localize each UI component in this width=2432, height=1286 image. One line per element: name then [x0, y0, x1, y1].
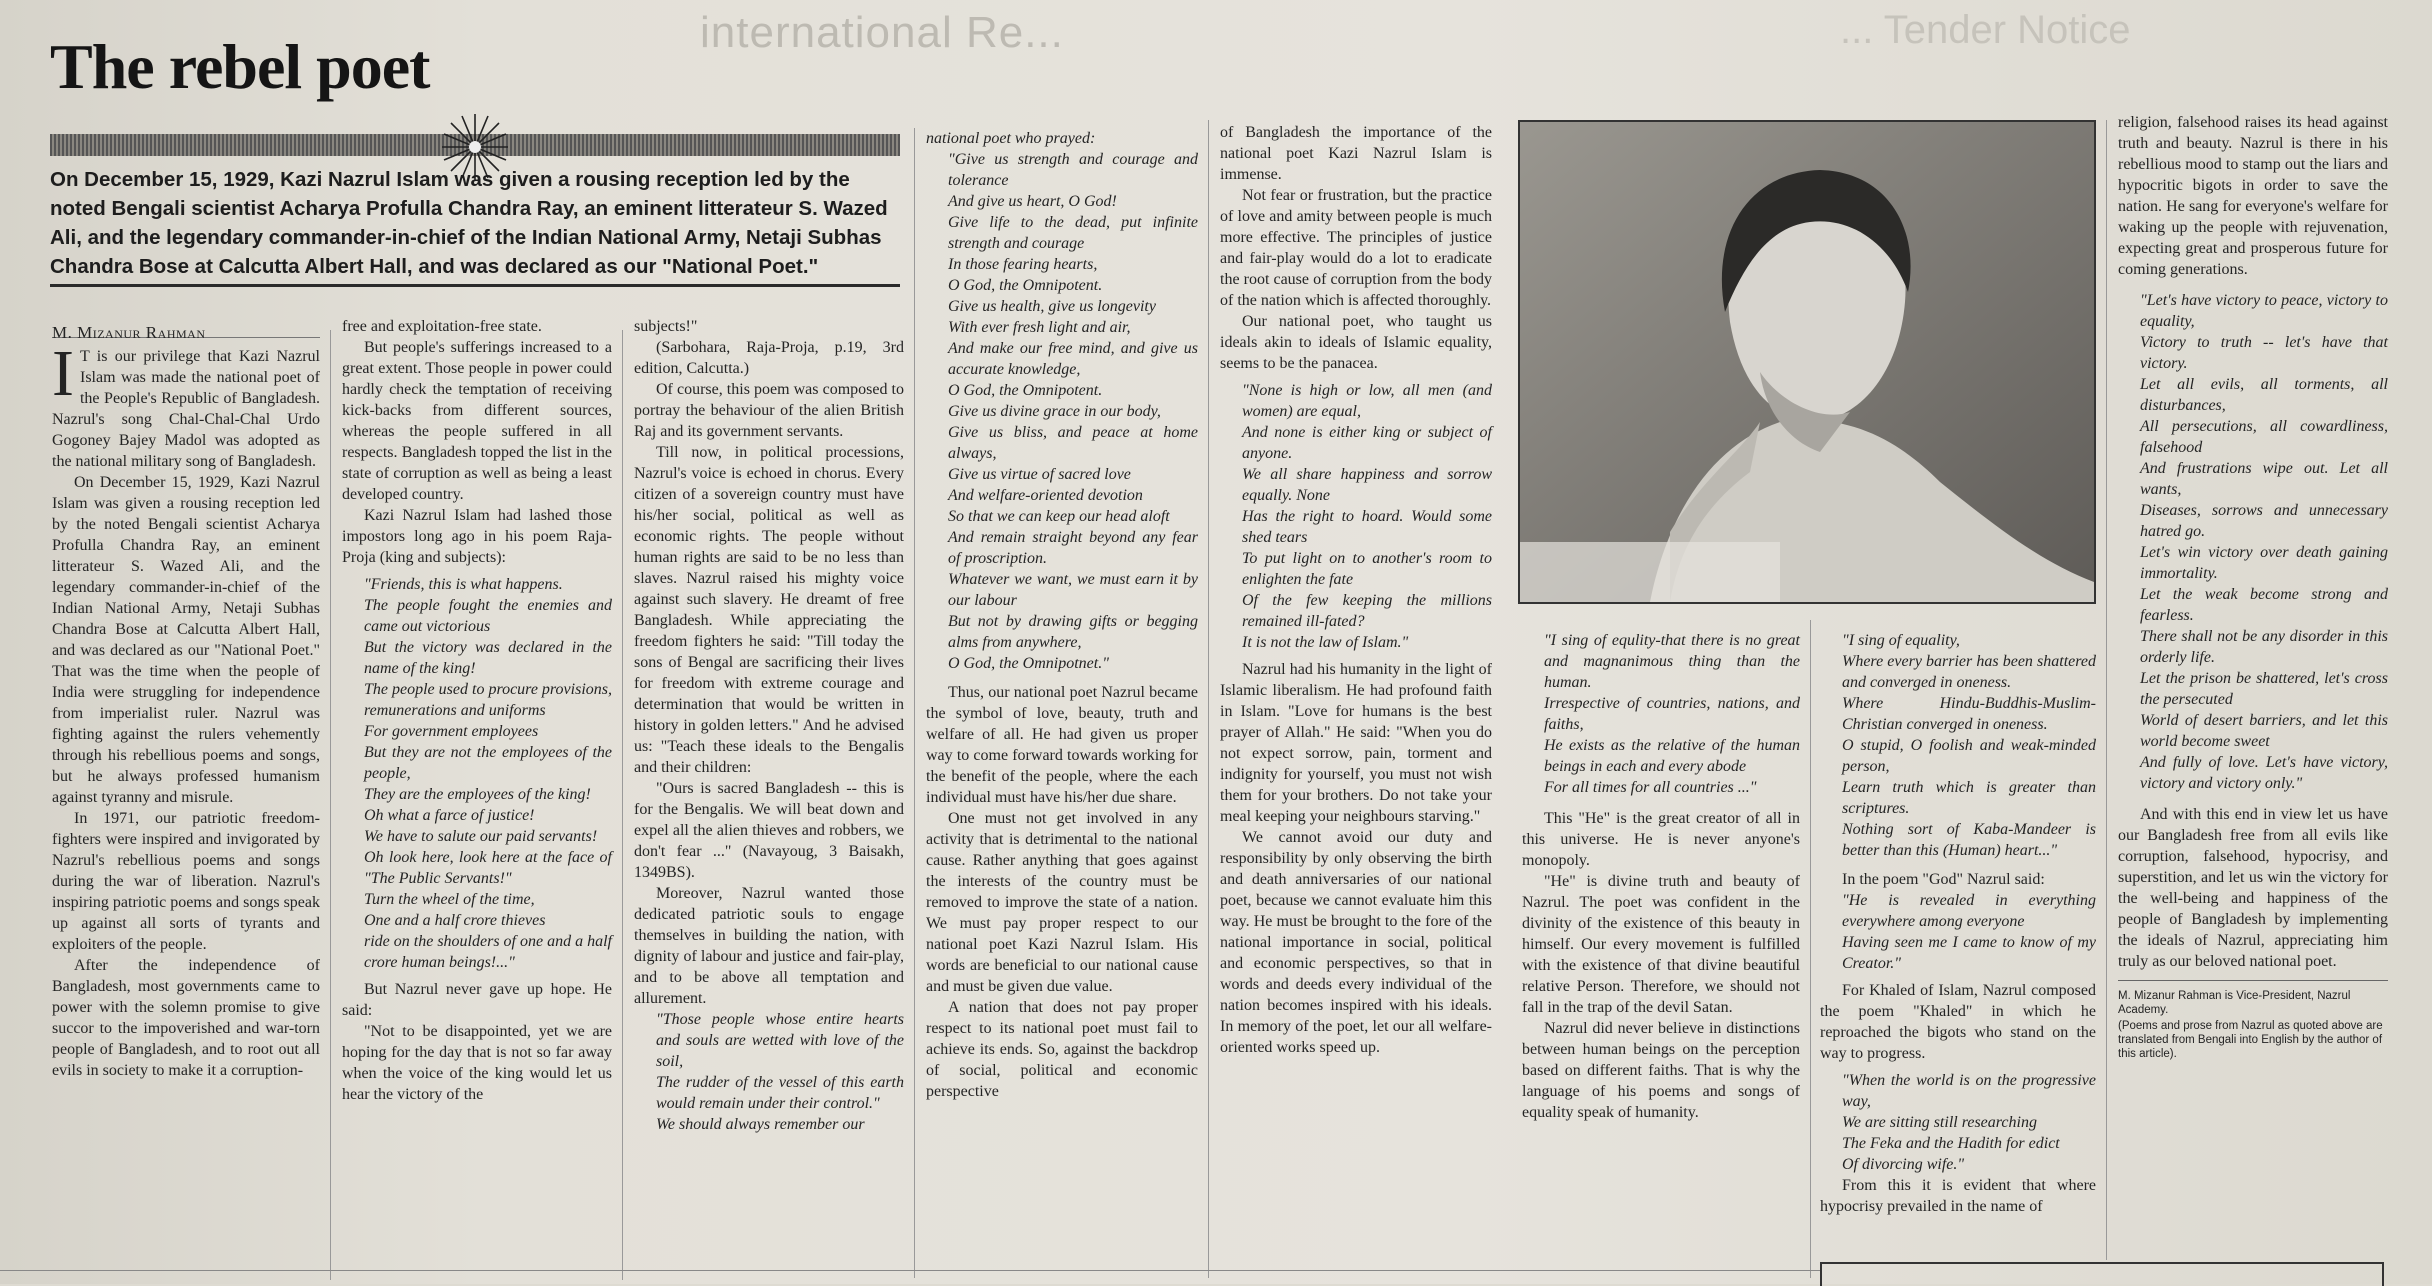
verse-line: There shall not be any disorder in this orderly life. — [2140, 628, 2388, 666]
verse-line: Learn truth which is greater than scriptures. — [1842, 779, 2096, 817]
paragraph: In 1971, our patriotic freedom-fighters were inspired and invigorated by Nazrul's rebellious poems and songs during the war of liberation. Nazrul's inspiring patriotic poems and songs speak up against all sorts of tyrants and exploiters of the people. — [52, 810, 320, 953]
verse-line: Of the few keeping the millions remained ill-fated? — [1242, 592, 1492, 630]
verse-line: O God, the Omnipotnet." — [948, 655, 1109, 672]
column-8 — [2118, 112, 2388, 1061]
column-divider — [2106, 120, 2107, 1260]
column-divider — [330, 330, 331, 1280]
verse-line: We have to salute our paid servants! — [364, 828, 598, 845]
paragraph: subjects!" — [634, 318, 698, 335]
verse-line: Of divorcing wife." — [1842, 1156, 1965, 1173]
paragraph: After the independence of Bangladesh, most governments came to power with the solemn promise to give succor to the impoverished and war-torn people of Bangladesh, and to root out all evils in society to make it a corruption- — [52, 957, 320, 1079]
verse-line: O stupid, O foolish and weak-minded person, — [1842, 737, 2096, 775]
verse-line: He exists as the relative of the human beings in each and every abode — [1544, 737, 1800, 775]
drop-cap: I — [52, 337, 74, 410]
paragraph: Our national poet, who taught us ideals akin to ideals of Islamic equality, seems to be the panacea. — [1220, 313, 1492, 372]
verse-line: World of desert barriers, and let this world become sweet — [2140, 712, 2388, 750]
verse-line: Oh what a farce of justice! — [364, 807, 535, 824]
column-1 — [52, 322, 320, 1081]
verse-line: The people fought the enemies and came out victorious — [364, 597, 612, 635]
verse-line: With ever fresh light and air, — [948, 319, 1131, 336]
column-divider — [914, 128, 915, 1278]
paragraph: From this it is evident that where hypocrisy prevailed in the name of — [1820, 1177, 2096, 1215]
author-footnote: M. Mizanur Rahman is Vice-President, Nazrul Academy. — [2118, 990, 2351, 1016]
verse-line: "I sing of equlity-that there is no great and magnanimous thing than the human. — [1544, 632, 1800, 691]
verse-line: Let the prison be shattered, let's cross the persecuted — [2140, 670, 2388, 708]
verse-line: Let the weak become strong and fearless. — [2140, 586, 2388, 624]
verse-line: Whatever we want, we must earn it by our labour — [948, 571, 1198, 609]
paragraph: free and exploitation-free state. — [342, 318, 542, 335]
headline: The rebel poet — [50, 31, 430, 102]
paragraph: And with this end in view let us have our Bangladesh free from all evils like corruption, falsehood, hypocrisy, and superstition, and let us win the victory for the well-being and happiness of the people of Bangladesh by implementing the ideals of Nazrul, appreciating him truly as our beloved national poet. — [2118, 806, 2388, 970]
verse-line: And fully of love. Let's have victory, victory and victory only." — [2140, 754, 2388, 792]
paragraph: Kazi Nazrul Islam had lashed those impostors long ago in his poem Raja-Proja (king and subjects): — [342, 507, 612, 566]
verse-line: But the victory was declared in the name of the king! — [364, 639, 612, 677]
paragraph: But Nazrul never gave up hope. He said: — [342, 981, 612, 1019]
column-divider — [1208, 120, 1209, 1278]
verse-line: And none is either king or subject of anyone. — [1242, 424, 1492, 462]
paragraph: Thus, our national poet Nazrul became the symbol of love, beauty, truth and welfare of all. He had given us proper way to come forward towards working for the benefit of the people, where the each individual must have his/her due share. — [926, 684, 1198, 806]
portrait-image — [1520, 122, 2094, 602]
paragraph: I T is our privilege that Kazi Nazrul Islam was made the national poet of the People's Republic of Bangladesh. Nazrul's song Chal-Chal-Chal Urdo Gogoney Bajey Madol was adopted as the national military song of Bangladesh. — [52, 337, 320, 470]
paragraph: Not fear or frustration, but the practice of love and amity between people is much more effective. The principles of justice and fair-play would do a lot to eradicate the root cause of corruption from the body of the nation which is affected thoroughly. — [1220, 187, 1492, 309]
verse-line: Give us virtue of sacred love — [948, 466, 1131, 483]
column-2 — [342, 316, 612, 1105]
column-6 — [1522, 630, 1800, 1123]
verse-line: And remain straight beyond any fear of proscription. — [948, 529, 1198, 567]
verse-line: Give us bliss, and peace at home always, — [948, 424, 1198, 462]
verse-line: ride on the shoulders of one and a half crore human beings!..." — [364, 933, 612, 971]
verse-line: "I sing of equality, — [1842, 632, 1960, 649]
verse-line: "When the world is on the progressive way, — [1842, 1072, 2096, 1110]
verse-line: To put light on to another's room to enlighten the fate — [1242, 550, 1492, 588]
verse-line: We are sitting still researching — [1842, 1114, 2037, 1131]
verse-line: Let all evils, all torments, all disturbances, — [2140, 376, 2388, 414]
column-divider — [622, 330, 623, 1280]
bleed-through-text-right: ... Tender Notice — [1840, 8, 2131, 52]
verse-line: So that we can keep our head aloft — [948, 508, 1170, 525]
verse-line: The Feka and the Hadith for edict — [1842, 1135, 2060, 1152]
paragraph: religion, falsehood raises its head against truth and beauty. Nazrul is there in his rebellious mood to stamp out the liars and hypocritic bigots in order to save the nation. He sang for everyone's welfare for waking up the people with rejuvenation, expecting great and prosperous future for coming generations. — [2118, 114, 2388, 278]
verse-line: But they are not the employees of the people, — [364, 744, 612, 782]
verse-line: And frustrations wipe out. Let all wants, — [2140, 460, 2388, 498]
page-bottom-rule — [0, 1270, 1820, 1271]
verse-line: Turn the wheel of the time, — [364, 891, 535, 908]
verse-line: Oh look here, look here at the face of "The Public Servants!" — [364, 849, 612, 887]
verse-line: We should always remember our — [656, 1116, 865, 1133]
paragraph: In the poem "God" Nazrul said: — [1842, 871, 2045, 888]
verse-line: We all share happiness and sorrow equally. None — [1242, 466, 1492, 504]
portrait-photo — [1518, 120, 2096, 604]
verse-line: Irrespective of countries, nations, and faiths, — [1544, 695, 1800, 733]
verse-line: Where Hindu-Buddhis-Muslim-Christian converged in oneness. — [1842, 695, 2096, 733]
paragraph: On December 15, 1929, Kazi Nazrul Islam was given a rousing reception led by the noted Bengali scientist Acharya Profulla Chandra Ray, an eminent litterateur S. Wazed Ali, and the legendary commander-in-chief of the Indian National Army, Netaji Subhas Chandra Bose at Calcutta Albert Hall, and was declared as our "National Poet." That was the time when the people of India were struggling for independence from imperialist ruler. Nazrul was fighting against the rulers vehemently through his rebellious poems and songs, but he always professed humanism against tyranny and misrule. — [52, 474, 320, 806]
paragraph: Nazrul did never believe in distinctions between human beings on the perception based on different faiths. That is why the language of his poems and songs of equality speak of humanity. — [1522, 1020, 1800, 1121]
verse-line: Give us divine grace in our body, — [948, 403, 1161, 420]
paragraph: "Not to be disappointed, yet we are hoping for the day that is not so far away when the voice of the king would let us hear the victory of the — [342, 1023, 612, 1103]
verse-line: "None is high or low, all men (and women) are equal, — [1242, 382, 1492, 420]
paragraph: This "He" is the great creator of all in this universe. He is never anyone's monopoly. — [1522, 810, 1800, 869]
verse-line: In those fearing hearts, — [948, 256, 1098, 273]
paragraph: A nation that does not pay proper respect to its national poet must fail to achieve its ends. So, against the backdrop of social, political and economic perspective — [926, 999, 1198, 1100]
paragraph: For Khaled of Islam, Nazrul composed the poem "Khaled" in which he reproached the bigots who stand on the way to progress. — [1820, 982, 2096, 1062]
verse-line: And make our free mind, and give us accurate knowledge, — [948, 340, 1198, 378]
paragraph: "He" is divine truth and beauty of Nazrul. The poet was confident in the divinity of the existence of this beauty in himself. Our every movement is fulfilled with the existence of that divine beautiful relative Person. Therefore, we should not fall in the trap of the devil Satan. — [1522, 873, 1800, 1016]
bleed-through-text-left: international Re... — [700, 8, 1064, 57]
verse-line: And give us heart, O God! — [948, 193, 1117, 210]
verse-line: Nothing sort of Kaba-Mandeer is better than this (Human) heart..." — [1842, 821, 2096, 859]
verse-line: The people used to procure provisions, remunerations and uniforms — [364, 681, 612, 719]
verse-line: Let's win victory over death gaining immortality. — [2140, 544, 2388, 582]
verse-line: One and a half crore thieves — [364, 912, 546, 929]
verse-line: Give life to the dead, put infinite strength and courage — [948, 214, 1198, 252]
verse-line: "Friends, this is what happens. — [364, 576, 563, 593]
verse-line: It is not the law of Islam." — [1242, 634, 1409, 651]
lead-underline — [50, 284, 900, 287]
verse-line: The rudder of the vessel of this earth would remain under their control." — [656, 1074, 904, 1112]
verse-line: Diseases, sorrows and unnecessary hatred go. — [2140, 502, 2388, 540]
column-divider — [1810, 620, 1811, 1278]
verse-line: O God, the Omnipotent. — [948, 277, 1103, 294]
verse-line: O God, the Omnipotent. — [948, 382, 1103, 399]
paragraph: We cannot avoid our duty and responsibility by only observing the birth and death anniversaries of our national poet, because we cannot evaluate him this way. He must be brought to the fore of the national importance in social, political and economic perspectives, so that in words and deeds every individual of the nation becomes inspired with his ideals. In memory of the poet, let our all welfare-oriented works speed up. — [1220, 829, 1492, 1056]
paragraph: Till now, in political processions, Nazrul's voice is echoed in chorus. Every citizen of a sovereign country must have his/her social, political as well as economic rights. The people without human rights are said to be no less than slaves. Nazrul raised his mighty voice against such slavery. He dreamt of free Bangladesh. While appreciating the freedom fighters he said: "Till today the sons of Bengal are sacrificing their lives for freedom with extreme courage and determination that would be written in history in golden letters." And he advised us: "Teach these ideals to the Bengalis and their children: — [634, 444, 904, 776]
byline: M. Mizanur Rahman — [52, 323, 206, 342]
paragraph: national poet who prayed: — [926, 130, 1096, 147]
translation-footnote: (Poems and prose from Nazrul as quoted above are translated from Bengali into English by the author of this article). — [2118, 1020, 2383, 1060]
verse-line: They are the employees of the king! — [364, 786, 591, 803]
verse-line: All persecutions, all cowardliness, falsehood — [2140, 418, 2388, 456]
column-7 — [1820, 630, 2096, 1217]
verse-line: Has the right to hoard. Would some shed tears — [1242, 508, 1492, 546]
verse-line: Having seen me I came to know of my Creator." — [1842, 934, 2096, 972]
verse-line: For government employees — [364, 723, 539, 740]
column-4 — [926, 128, 1198, 1102]
paragraph: of Bangladesh the importance of the national poet Kazi Nazrul Islam is immense. — [1220, 124, 1492, 183]
column-5 — [1220, 122, 1492, 1058]
verse-line: Where every barrier has been shattered and converged in oneness. — [1842, 653, 2096, 691]
paragraph: (Sarbohara, Raja-Proja, p.19, 3rd edition, Calcutta.) — [634, 339, 904, 377]
verse-line: "Give us strength and courage and tolerance — [948, 151, 1198, 189]
lead-paragraph: On December 15, 1929, Kazi Nazrul Islam was given a rousing reception led by the noted Bengali scientist Acharya Profulla Chandra Ray, an eminent litterateur S. Wazed Ali, and the legendary commander-in-chief of the Indian National Army, Netaji Subhas Chandra Bose at Calcutta Albert Hall, and was declared as our "National Poet." — [50, 168, 888, 278]
column-3 — [634, 316, 904, 1135]
paragraph: But people's sufferings increased to a great extent. Those people in power could hardly check the temptation of receiving kick-backs from different sources, whereas the people suffered in all respects. Bangladesh topped the list in the state of corruption as well as being a least developed country. — [342, 339, 612, 503]
adjacent-ad-box — [1820, 1262, 2384, 1286]
paragraph: "Ours is sacred Bangladesh -- this is for the Bengalis. We will beat down and expel all the alien thieves and robbers, we don't fear ..." (Navayoug, 3 Baisakh, 1349BS). — [634, 780, 904, 881]
verse-line: "Let's have victory to peace, victory to equality, — [2140, 292, 2388, 330]
paragraph: Nazrul had his humanity in the light of Islamic liberalism. He had profound faith in Islam. "Love for humans is the best prayer of Allah." He said: "When you do not expect sorrow, pain, torment and indignity for yourself, you must not wish them for your brothers. Do not take your meal keeping your neighbours starving." — [1220, 661, 1492, 825]
verse-line: And welfare-oriented devotion — [948, 487, 1143, 504]
verse-line: "He is revealed in everything everywhere among everyone — [1842, 892, 2096, 930]
verse-line: Victory to truth -- let's have that victory. — [2140, 334, 2388, 372]
verse-line: For all times for all countries ..." — [1544, 779, 1757, 796]
verse-line: "Those people whose entire hearts and souls are wetted with love of the soil, — [656, 1011, 904, 1070]
paragraph: Moreover, Nazrul wanted those dedicated patriotic souls to engage themselves in building the nation, with dignity of labour and justice and fair-play, and to be above all temptation and allurement. — [634, 885, 904, 1007]
paragraph: One must not get involved in any activity that is detrimental to the national cause. Rather anything that goes against the interests of the country must be removed to improve the state of a nation. We must pay proper respect to our national poet Kazi Nazrul Islam. His words are beneficial to our national cause and must be given due value. — [926, 810, 1198, 995]
verse-line: Give us health, give us longevity — [948, 298, 1156, 315]
paragraph: Of course, this poem was composed to portray the behaviour of the alien British Raj and its government servants. — [634, 381, 904, 440]
verse-line: But not by drawing gifts or begging alms from anywhere, — [948, 613, 1198, 651]
